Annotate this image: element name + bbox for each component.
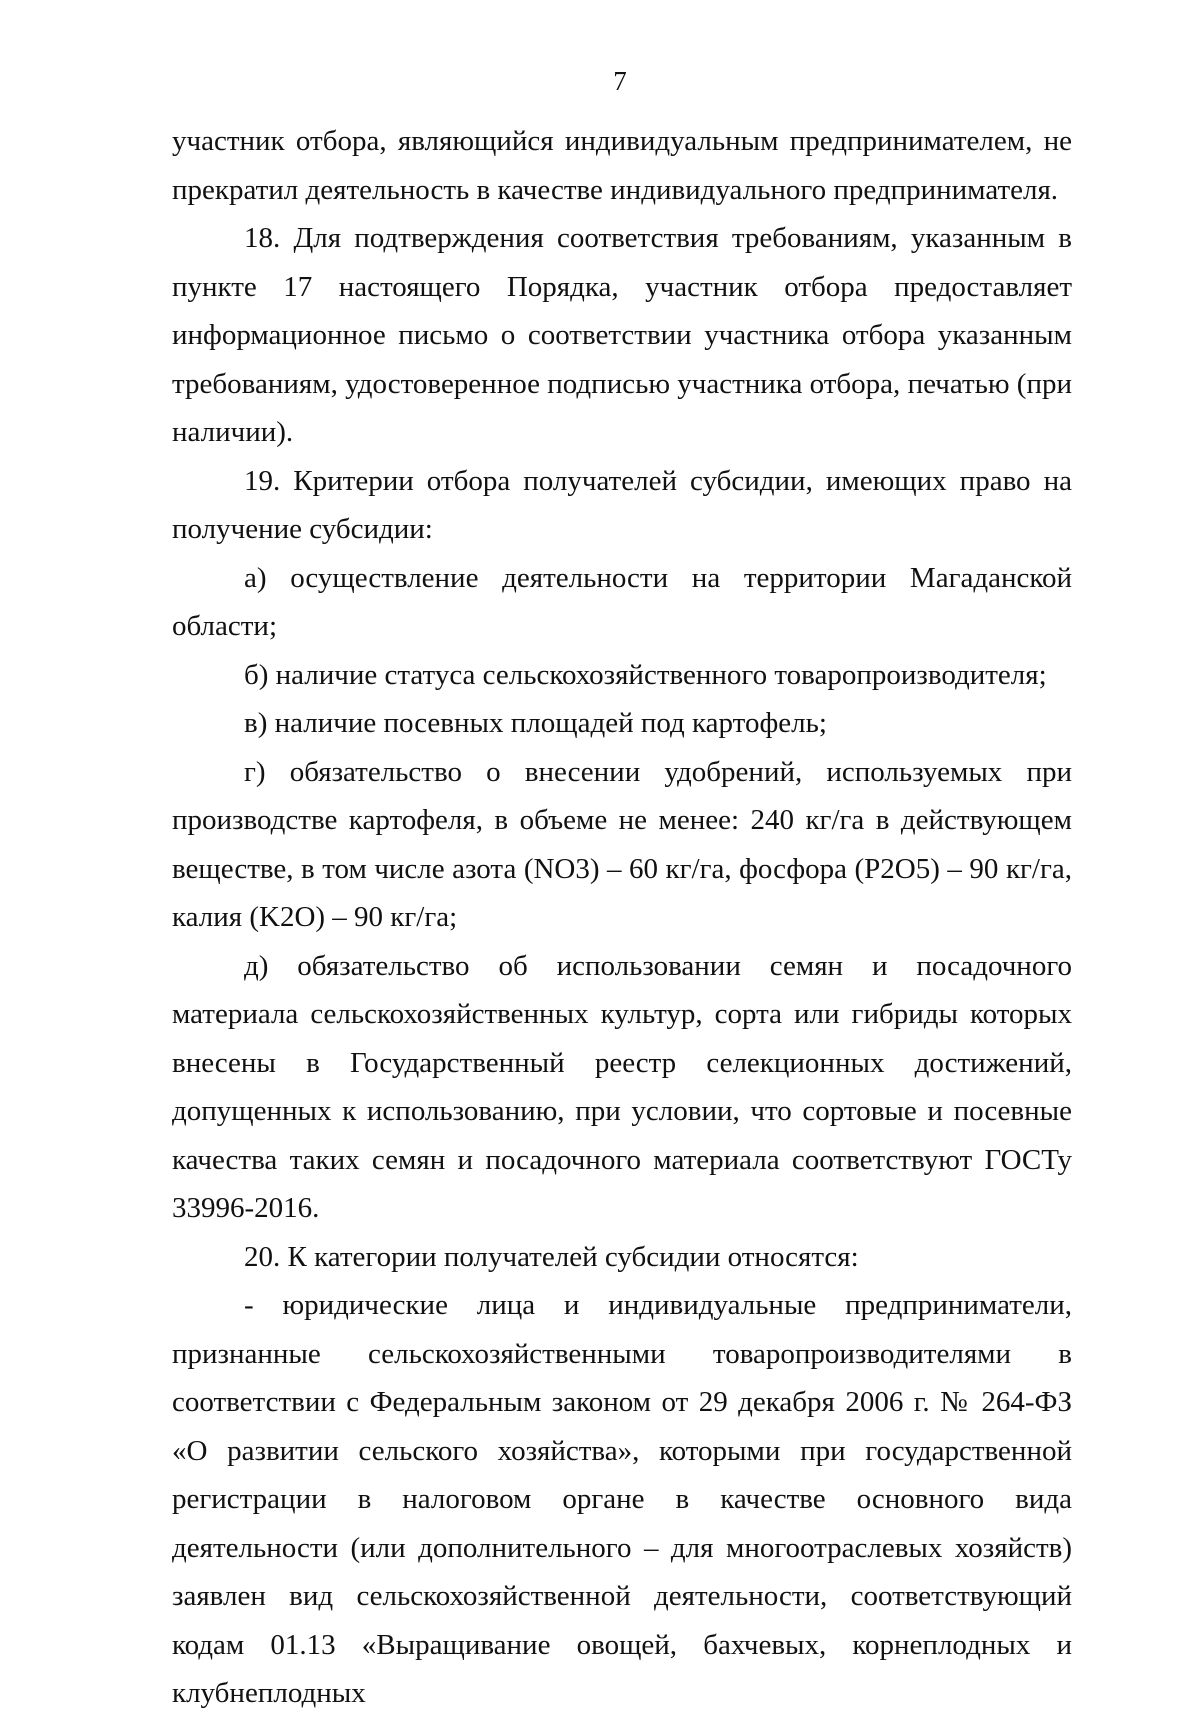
criterion-d: д) обязательство об использовании семян и посадочного материала сельскохозяйственных культур, сорта или гибриды которых внесены в Государственный реестр селекционных достижений, допущенных к использованию, при условии, что сортовые и посевные качества таких семян и посадочного материала соответствуют ГОСТу 33996-2016. (172, 949, 1072, 1224)
criterion-a: а) осуществление деятельности на территории Магаданской области; (172, 561, 1072, 642)
paragraph-19: 19. Критерии отбора получателей субсидии, имеющих право на получение субсидии: (172, 464, 1072, 545)
paragraph-18: 18. Для подтверждения соответствия требованиям, указанным в пункте 17 настоящего Порядка, участник отбора предоставляет информационное письмо о соответствии участника отбора указанным требованиям, удостоверенное подписью участника отбора, печатью (при наличии). (172, 222, 1072, 448)
recipient-category-item: - юридические лица и индивидуальные предприниматели, признанные сельскохозяйственными товаропроизводителями в соответствии с Федеральным законом от 29 декабря 2006 г. № 264-ФЗ «О развитии сельского хозяйства», которыми при государственной регистрации в налоговом органе в качестве основного вида деятельности (или дополнительного – для многоотраслевых хозяйств) заявлен вид сельскохозяйственной деятельности, соответствующий кодам 01.13 «Выращивание овощей, бахчевых, корнеплодных и клубнеплодных (172, 1289, 1072, 1709)
paragraph-continuation: участник отбора, являющийся индивидуальным предпринимателем, не прекратил деятельность в качестве индивидуального предпринимателя. (172, 125, 1072, 206)
criterion-g: г) обязательство о внесении удобрений, используемых при производстве картофеля, в объеме не менее: 240 кг/га в действующем веществе, в том числе азота (NO3) – 60 кг/га, фосфора (P2O5) – 90 кг/га, калия (K2O) – 90 кг/га; (172, 755, 1072, 933)
criterion-b: б) наличие статуса сельскохозяйственного товаропроизводителя; (244, 658, 1047, 691)
page-number: 7 (613, 66, 627, 96)
paragraph-20: 20. К категории получателей субсидии относятся: (244, 1240, 859, 1273)
criterion-v: в) наличие посевных площадей под картофель; (244, 707, 827, 739)
document-body (172, 117, 1072, 1718)
